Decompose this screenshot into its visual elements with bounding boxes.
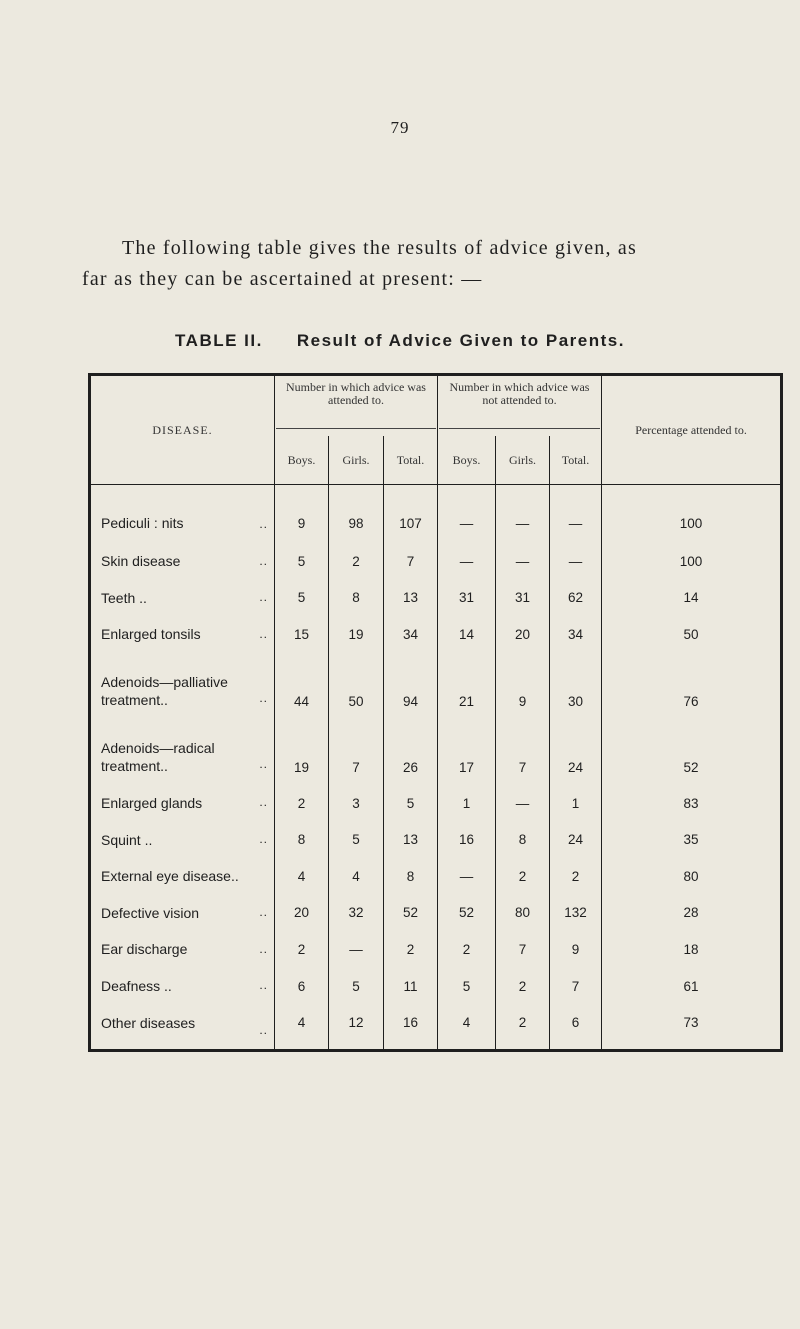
cell-pct: 80 bbox=[602, 858, 782, 895]
leader-dots: .. bbox=[259, 517, 268, 531]
cell-a-boys: 2 bbox=[275, 785, 329, 822]
cell-pct: 14 bbox=[602, 580, 782, 617]
cell-n-girls: 20 bbox=[496, 616, 550, 653]
leader-dots: .. bbox=[259, 941, 268, 956]
disease-name: Defective vision bbox=[101, 904, 200, 921]
disease-name-line2: treatment.. bbox=[101, 691, 168, 708]
disease-cell bbox=[90, 719, 275, 785]
cell-a-boys: 4 bbox=[275, 1004, 329, 1050]
cell-a-boys: 6 bbox=[275, 968, 329, 1005]
cell-a-girls: 19 bbox=[329, 616, 384, 653]
leader-dots: .. bbox=[259, 831, 268, 846]
cell-pct: 76 bbox=[602, 653, 782, 719]
disease-name: Pediculi : nits bbox=[101, 515, 184, 531]
table-row bbox=[90, 580, 782, 617]
header-percentage: Percentage attended to. bbox=[602, 375, 782, 485]
leader-dots: .. bbox=[259, 795, 268, 810]
table-row bbox=[90, 931, 782, 968]
cell-n-boys: 14 bbox=[438, 616, 496, 653]
cell-a-total: 5 bbox=[384, 785, 438, 822]
cell-a-boys: 44 bbox=[275, 653, 329, 719]
cell-n-boys: — bbox=[438, 858, 496, 895]
cell-a-boys: 19 bbox=[275, 719, 329, 785]
cell-n-boys: 52 bbox=[438, 895, 496, 932]
header-girls-attended: Girls. bbox=[329, 436, 384, 485]
disease-name: External eye disease.. bbox=[101, 868, 239, 885]
header-not-attended bbox=[438, 375, 602, 437]
table-row bbox=[90, 653, 782, 719]
cell-n-boys: 16 bbox=[438, 821, 496, 858]
cell-n-boys: 1 bbox=[438, 785, 496, 822]
table-row bbox=[90, 543, 782, 580]
table-row bbox=[90, 616, 782, 653]
cell-pct: 73 bbox=[602, 1004, 782, 1050]
table-body bbox=[90, 485, 782, 1051]
leader-dots: .. bbox=[259, 626, 268, 641]
header-disease: DISEASE. bbox=[90, 375, 275, 485]
cell-a-girls: 98 bbox=[329, 485, 384, 544]
cell-a-total: 7 bbox=[384, 543, 438, 580]
cell-a-boys: 5 bbox=[275, 543, 329, 580]
cell-n-boys: — bbox=[438, 543, 496, 580]
disease-name: Squint .. bbox=[101, 831, 153, 848]
cell-a-girls: 5 bbox=[329, 821, 384, 858]
cell-n-girls: — bbox=[496, 485, 550, 544]
cell-n-girls: 2 bbox=[496, 1004, 550, 1050]
table-row bbox=[90, 968, 782, 1005]
table-row bbox=[90, 895, 782, 932]
cell-pct: 83 bbox=[602, 785, 782, 822]
cell-a-boys: 2 bbox=[275, 931, 329, 968]
cell-a-total: 2 bbox=[384, 931, 438, 968]
disease-name-line2: treatment.. bbox=[101, 757, 168, 774]
cell-n-total: 62 bbox=[550, 580, 602, 617]
intro-line-1: The following table gives the results of advice given, as bbox=[122, 237, 637, 259]
disease-cell bbox=[90, 931, 275, 968]
header-not-attended-text: Number in which advice was not attended to. bbox=[439, 381, 600, 429]
cell-a-total: 34 bbox=[384, 616, 438, 653]
cell-n-boys: 21 bbox=[438, 653, 496, 719]
cell-n-total: 2 bbox=[550, 858, 602, 895]
cell-a-total: 13 bbox=[384, 580, 438, 617]
cell-a-girls: 8 bbox=[329, 580, 384, 617]
disease-name: Enlarged tonsils bbox=[101, 626, 201, 643]
disease-name: Enlarged glands bbox=[101, 795, 203, 812]
intro-line-2: far as they can be ascertained at present: — bbox=[82, 268, 483, 290]
disease-name: Deafness .. bbox=[101, 978, 172, 995]
leader-dots: .. bbox=[259, 905, 268, 920]
leader-dots: .. bbox=[259, 553, 268, 568]
cell-n-total: 24 bbox=[550, 821, 602, 858]
table-title-text: Result of Advice Given to Parents. bbox=[296, 331, 625, 350]
cell-a-boys: 4 bbox=[275, 858, 329, 895]
cell-a-boys: 15 bbox=[275, 616, 329, 653]
cell-n-total: 24 bbox=[550, 719, 602, 785]
cell-pct: 18 bbox=[602, 931, 782, 968]
cell-n-boys: 17 bbox=[438, 719, 496, 785]
cell-a-boys: 8 bbox=[275, 821, 329, 858]
cell-n-total: 7 bbox=[550, 968, 602, 1005]
leader-dots: .. bbox=[259, 690, 268, 705]
cell-n-girls: 80 bbox=[496, 895, 550, 932]
cell-a-boys: 5 bbox=[275, 580, 329, 617]
disease-name: Adenoids—palliative bbox=[101, 673, 228, 690]
disease-cell bbox=[90, 968, 275, 1005]
cell-a-girls: — bbox=[329, 931, 384, 968]
cell-n-boys: 31 bbox=[438, 580, 496, 617]
disease-cell bbox=[90, 858, 275, 895]
cell-n-girls: 9 bbox=[496, 653, 550, 719]
cell-pct: 50 bbox=[602, 616, 782, 653]
cell-n-boys: 2 bbox=[438, 931, 496, 968]
cell-pct: 100 bbox=[602, 543, 782, 580]
cell-a-girls: 3 bbox=[329, 785, 384, 822]
cell-a-total: 52 bbox=[384, 895, 438, 932]
cell-a-total: 16 bbox=[384, 1004, 438, 1050]
disease-cell bbox=[90, 485, 275, 544]
disease-cell bbox=[90, 785, 275, 822]
table-title bbox=[0, 331, 800, 351]
cell-n-total: 9 bbox=[550, 931, 602, 968]
header-boys-attended: Boys. bbox=[275, 436, 329, 485]
cell-n-total: 132 bbox=[550, 895, 602, 932]
cell-n-total: — bbox=[550, 543, 602, 580]
cell-n-girls: — bbox=[496, 543, 550, 580]
cell-n-girls: 8 bbox=[496, 821, 550, 858]
leader-dots: .. bbox=[259, 590, 268, 605]
cell-a-girls: 32 bbox=[329, 895, 384, 932]
disease-name: Skin disease bbox=[101, 553, 181, 570]
intro-paragraph bbox=[82, 233, 762, 295]
table-header bbox=[90, 375, 782, 485]
table-title-number: TABLE II. bbox=[175, 331, 263, 350]
header-girls-not-attended: Girls. bbox=[496, 436, 550, 485]
cell-a-total: 26 bbox=[384, 719, 438, 785]
cell-a-boys: 20 bbox=[275, 895, 329, 932]
table-row bbox=[90, 821, 782, 858]
disease-cell bbox=[90, 580, 275, 617]
cell-n-boys: — bbox=[438, 485, 496, 544]
cell-pct: 61 bbox=[602, 968, 782, 1005]
cell-pct: 52 bbox=[602, 719, 782, 785]
header-total-attended: Total. bbox=[384, 436, 438, 485]
disease-name: Teeth .. bbox=[101, 589, 147, 606]
leader-dots: .. bbox=[259, 756, 268, 771]
cell-a-total: 94 bbox=[384, 653, 438, 719]
cell-n-total: — bbox=[550, 485, 602, 544]
cell-a-total: 107 bbox=[384, 485, 438, 544]
cell-pct: 100 bbox=[602, 485, 782, 544]
table-row bbox=[90, 485, 782, 544]
table-row bbox=[90, 1004, 782, 1050]
cell-n-girls: 7 bbox=[496, 931, 550, 968]
cell-n-girls: — bbox=[496, 785, 550, 822]
disease-cell bbox=[90, 1004, 275, 1050]
disease-cell bbox=[90, 895, 275, 932]
cell-pct: 35 bbox=[602, 821, 782, 858]
cell-pct: 28 bbox=[602, 895, 782, 932]
cell-a-total: 8 bbox=[384, 858, 438, 895]
cell-n-boys: 5 bbox=[438, 968, 496, 1005]
header-attended-text: Number in which advice was attended to. bbox=[276, 381, 436, 429]
cell-a-girls: 12 bbox=[329, 1004, 384, 1050]
cell-a-boys: 9 bbox=[275, 485, 329, 544]
cell-n-total: 30 bbox=[550, 653, 602, 719]
cell-n-girls: 2 bbox=[496, 858, 550, 895]
cell-a-girls: 4 bbox=[329, 858, 384, 895]
page-number: 79 bbox=[390, 118, 410, 137]
cell-a-girls: 50 bbox=[329, 653, 384, 719]
cell-a-girls: 5 bbox=[329, 968, 384, 1005]
table-row bbox=[90, 858, 782, 895]
cell-n-boys: 4 bbox=[438, 1004, 496, 1050]
table-row bbox=[90, 719, 782, 785]
cell-a-total: 11 bbox=[384, 968, 438, 1005]
cell-a-girls: 7 bbox=[329, 719, 384, 785]
cell-n-girls: 2 bbox=[496, 968, 550, 1005]
table-row bbox=[90, 785, 782, 822]
disease-name: Other diseases bbox=[101, 1014, 196, 1031]
disease-name: Ear discharge bbox=[101, 941, 188, 958]
leader-dots: .. bbox=[259, 1022, 268, 1037]
cell-n-total: 34 bbox=[550, 616, 602, 653]
results-table bbox=[88, 373, 783, 1052]
header-total-not-attended: Total. bbox=[550, 436, 602, 485]
leader-dots: .. bbox=[259, 978, 268, 993]
disease-cell bbox=[90, 821, 275, 858]
header-attended bbox=[275, 375, 438, 437]
cell-a-total: 13 bbox=[384, 821, 438, 858]
disease-cell bbox=[90, 543, 275, 580]
cell-n-girls: 7 bbox=[496, 719, 550, 785]
cell-n-total: 1 bbox=[550, 785, 602, 822]
cell-n-girls: 31 bbox=[496, 580, 550, 617]
disease-cell bbox=[90, 616, 275, 653]
header-boys-not-attended: Boys. bbox=[438, 436, 496, 485]
disease-cell bbox=[90, 653, 275, 719]
cell-n-total: 6 bbox=[550, 1004, 602, 1050]
cell-a-girls: 2 bbox=[329, 543, 384, 580]
disease-name: Adenoids—radical bbox=[101, 739, 215, 756]
